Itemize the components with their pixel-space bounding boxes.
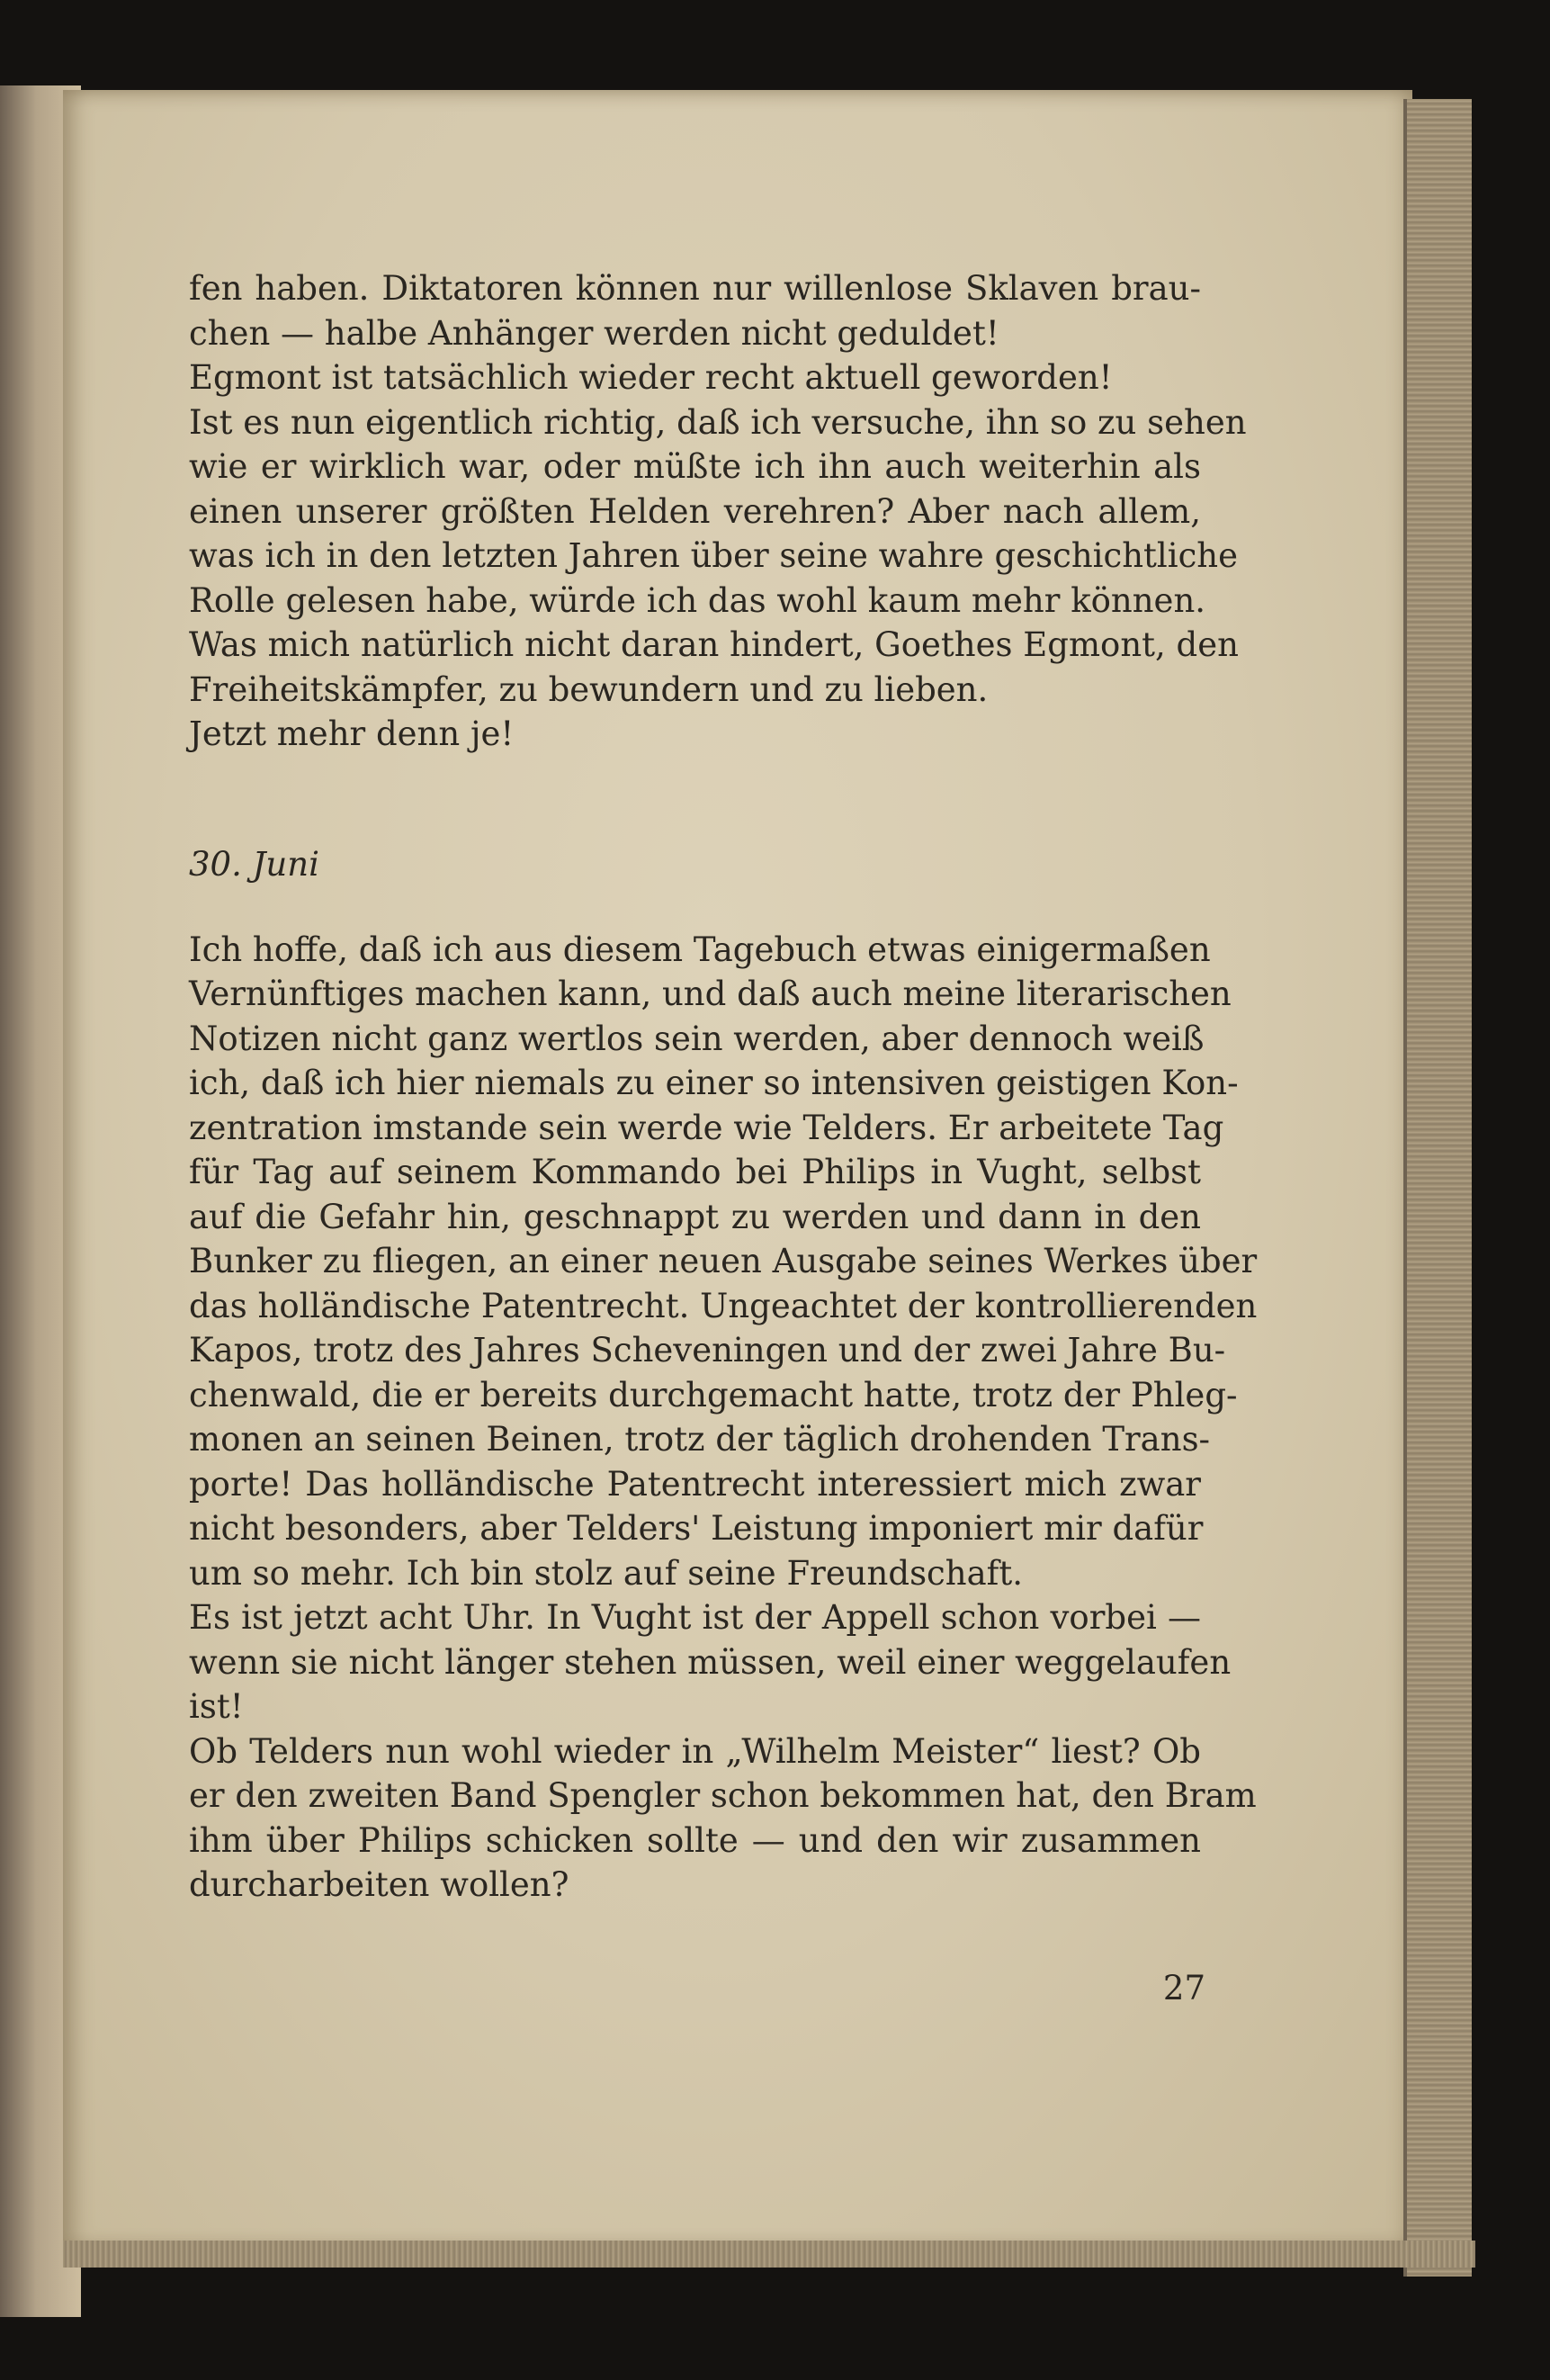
text-line: fen haben. Diktatoren können nur willenlose Sklaven brau- <box>189 269 1201 308</box>
text-line: Rolle gelesen habe, würde ich das wohl kaum mehr können. <box>189 580 1206 620</box>
text-line: auf die Gefahr hin, geschnappt zu werden und dann in den <box>189 1197 1201 1236</box>
text-line: monen an seinen Beinen, trotz der täglich drohenden Trans- <box>189 1420 1211 1459</box>
text-line: Kapos, trotz des Jahres Scheveningen und der zwei Jahre Bu- <box>189 1331 1226 1370</box>
text-line: Freiheitskämpfer, zu bewundern und zu lieben. <box>189 669 989 709</box>
paragraph-3 <box>189 1595 1232 1729</box>
date-heading: 30. Juni <box>189 844 319 884</box>
text-line: porte! Das holländische Patentrecht interessiert mich zwar <box>189 1464 1201 1504</box>
text-line: Was mich natürlich nicht daran hindert, Goethes Egmont, den <box>189 625 1239 664</box>
text-line: wenn sie nicht länger stehen müssen, weil einer weggelaufen <box>189 1642 1232 1682</box>
paragraph-1 <box>189 266 1247 757</box>
text-line: Ich hoffe, daß ich aus diesem Tagebuch etwas einigermaßen <box>189 930 1211 969</box>
text-line: Vernünftiges machen kann, und daß auch meine literarischen <box>189 974 1232 1013</box>
page-number: 27 <box>1162 1969 1205 2007</box>
text-line: Bunker zu fliegen, an einer neuen Ausgabe seines Werkes über <box>189 1242 1258 1280</box>
text-line: chenwald, die er bereits durchgemacht hatte, trotz der Phleg- <box>189 1375 1238 1415</box>
text-line: was ich in den letzten Jahren über seine wahre geschichtliche <box>189 536 1239 575</box>
text-line: Es ist jetzt acht Uhr. In Vught ist der Appell schon vorbei — <box>189 1598 1201 1637</box>
paragraph-4 <box>189 1729 1257 1908</box>
text-line: um so mehr. Ich bin stolz auf seine Freundschaft. <box>189 1553 1023 1593</box>
text-line: ist! <box>189 1687 244 1726</box>
text-line: für Tag auf seinem Kommando bei Philips in Vught, selbst <box>189 1153 1201 1191</box>
text-line: ich, daß ich hier niemals zu einer so intensiven geistigen Kon- <box>189 1064 1239 1102</box>
text-line: wie er wirklich war, oder müßte ich ihn auch weiterhin als <box>189 447 1201 486</box>
book-cover-bottom-edge <box>63 2241 1475 2268</box>
page-text <box>189 266 1258 1908</box>
text-line: nicht besonders, aber Telders' Leistung imponiert mir dafür <box>189 1509 1204 1548</box>
book-cover-edge <box>1403 99 1472 2277</box>
text-line: Ob Telders nun wohl wieder in „Wilhelm Meister“ liest? Ob <box>189 1731 1201 1771</box>
text-line: Ist es nun eigentlich richtig, daß ich versuche, ihn so zu sehen <box>189 402 1247 442</box>
text-line: chen — halbe Anhänger werden nicht geduldet! <box>189 313 999 353</box>
text-line: zentration imstande sein werde wie Telders. Er arbeitete Tag <box>189 1108 1224 1147</box>
text-line: das holländische Patentrecht. Ungeachtet der kontrollierenden <box>189 1286 1258 1325</box>
text-line: ihm über Philips schicken sollte — und den wir zusammen <box>189 1820 1201 1860</box>
text-line: einen unserer größten Helden verehren? Aber nach allem, <box>189 491 1201 531</box>
text-line: Egmont ist tatsächlich wieder recht aktuell geworden! <box>189 358 1113 397</box>
text-line: durcharbeiten wollen? <box>189 1865 569 1904</box>
text-line: Jetzt mehr denn je! <box>189 714 515 753</box>
text-line: Notizen nicht ganz wertlos sein werden, aber dennoch weiß <box>189 1019 1205 1058</box>
text-line: er den zweiten Band Spengler schon bekommen hat, den Bram <box>189 1776 1257 1815</box>
paragraph-2 <box>189 928 1258 1596</box>
